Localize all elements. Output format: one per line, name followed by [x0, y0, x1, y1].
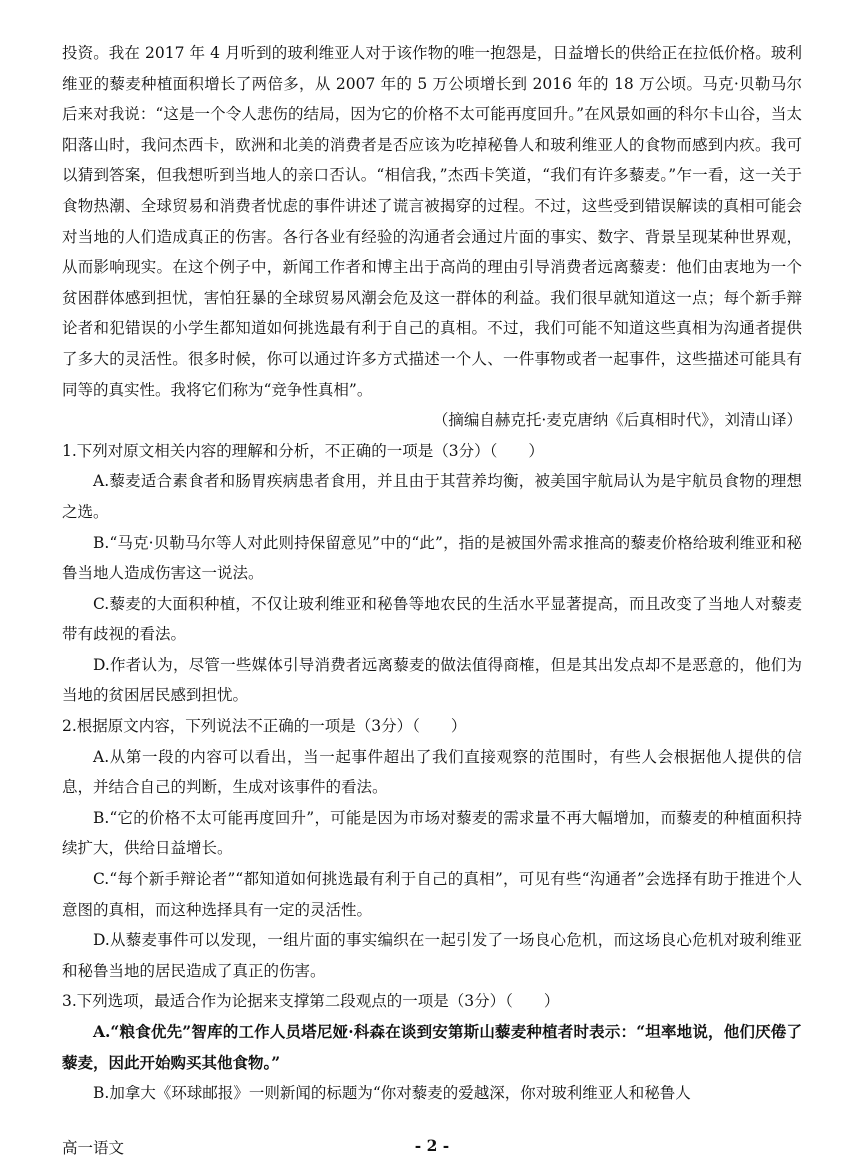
- option-b: B.加拿大《环球邮报》一则新闻的标题为“你对藜麦的爱越深，你对玻利维亚人和秘鲁人: [93, 1084, 691, 1103]
- option-d: D.从藜麦事件可以发现，一组片面的事实编织在一起引发了一场良心危机，而这场良心危机对玻利维亚和秘鲁当地的居民造成了真正的伤害。: [62, 931, 802, 980]
- option-b: B.“马克·贝勒马尔等人对此则持保留意见”中的“此”，指的是被国外需求推高的藜麦价格给玻利维亚和秘鲁当地人造成伤害这一说法。: [62, 533, 802, 583]
- footer-subject: 高一语文: [62, 1139, 125, 1157]
- option-d: D.作者认为，尽管一些媒体引导消费者远离藜麦的做法值得商榷，但是其出发点却不是恶意的，他们为当地的贫困居民感到担忧。: [62, 655, 802, 705]
- passage-paragraph: 投资。我在 2017 年 4 月听到的玻利维亚人对于该作物的唯一抱怨是，日益增长的供给正在拉低价格。玻利维亚的藜麦种植面积增长了两倍多，从 2007 年的 5 万公顷增长到 2016 年的 18 万公顷。马克·贝勒马尔后来对我说：“这是一个令人悲伤的结局，因为它的价格不太可能再度回升。”在风景如画的科尔卡山谷，当太阳落山时，我问杰西卡，欧洲和北美的消费者是否应该为吃掉秘鲁人和玻利维亚人的食物而感到内疚。我可以猜到答案，但我想听到当地人的亲口否认。“相信我，”杰西卡笑道，“我们有许多藜麦。”乍一看，这一关于食物热潮、全球贸易和消费者忧虑的事件讲述了谎言被揭穿的过程。不过，这些受到错误解读的真相可能会对当地的人们造成真正的伤害。各行各业有经验的沟通者会通过片面的事实、数字、背景呈现某种世界观，从而影响现实。在这个例子中，新闻工作者和博主出于高尚的理由引导消费者远离藜麦：他们由衷地为一个贫困群体感到担忧，害怕狂暴的全球贸易风潮会危及这一群体的利益。我们很早就知道这一点；每个新手辩论者和犯错误的小学生都知道如何挑选最有利于自己的真相。不过，我们可能不知道这些真相为沟通者提供了多大的灵活性。很多时候，你可以通过许多方式描述一个人、一件事物或者一起事件，这些描述可能具有同等的真实性。我将它们称为“竞争性真相”。: [62, 44, 802, 399]
- option-a: A.从第一段的内容可以看出，当一起事件超出了我们直接观察的范围时，有些人会根据他人提供的信息，并结合自己的判断，生成对该事件的看法。: [62, 747, 802, 797]
- page-number: - 2 -: [414, 1136, 450, 1155]
- question-title: 1.下列对原文相关内容的理解和分析，不正确的一项是（3分）（ ）: [62, 441, 544, 460]
- passage-source: （摘编自赫克托·麦克唐纳《后真相时代》，刘清山译）: [432, 411, 802, 430]
- option-c: C.藜麦的大面积种植，不仅让玻利维亚和秘鲁等地农民的生活水平显著提高，而且改变了当地人对藜麦带有歧视的看法。: [62, 594, 802, 644]
- question-3: [62, 986, 802, 1108]
- question-title: 2.根据原文内容，下列说法不正确的一项是（3分）（ ）: [62, 717, 467, 736]
- option-c: C.“每个新手辩论者”“都知道如何挑选最有利于自己的真相”，可见有些“沟通者”会选择有助于推进个人意图的真相，而这种选择具有一定的灵活性。: [62, 870, 802, 919]
- page-footer: [62, 1136, 802, 1162]
- option-a: A.“粮食优先”智库的工作人员塔尼娅·科森在谈到安第斯山藜麦种植者时表示：“坦率地说，他们厌倦了藜麦，因此开始购买其他食物。”: [62, 1022, 802, 1072]
- document-page: [62, 38, 802, 1109]
- option-b: B.“它的价格不太可能再度回升”，可能是因为市场对藜麦的需求量不再大幅增加，而藜麦的种植面积持续扩大，供给日益增长。: [62, 808, 802, 858]
- option-a: A.藜麦适合素食者和肠胃疾病患者食用，并且由于其营养均衡，被美国宇航局认为是宇航员食物的理想之选。: [62, 472, 802, 521]
- passage: [62, 38, 802, 436]
- question-2: [62, 711, 802, 986]
- question-title: 3.下列选项，最适合作为论据来支撑第二段观点的一项是（3分）（ ）: [62, 992, 560, 1011]
- question-1: [62, 436, 802, 711]
